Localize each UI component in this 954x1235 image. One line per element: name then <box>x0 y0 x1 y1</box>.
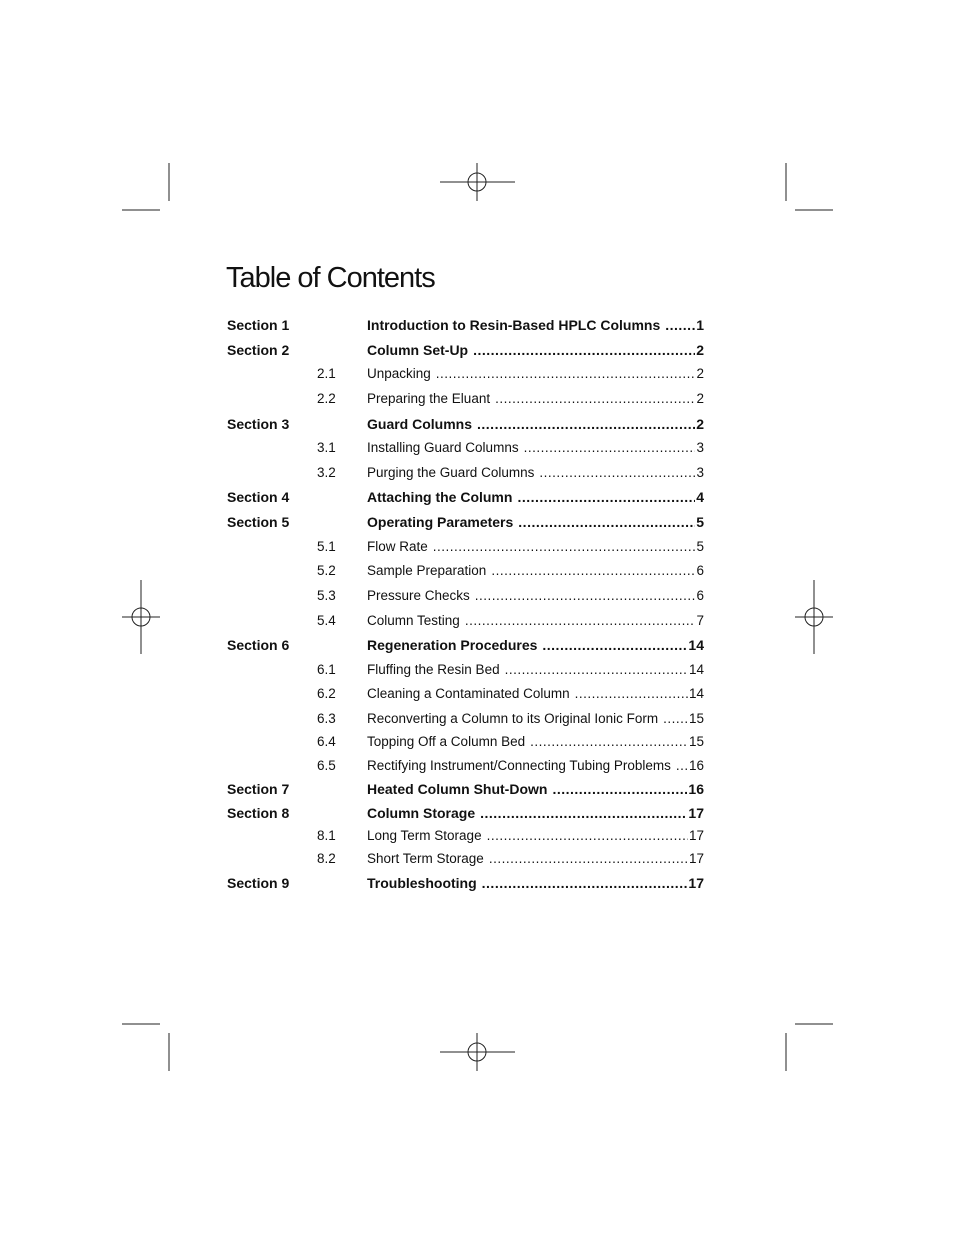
toc-entry-title: Heated Column Shut-Down <box>367 781 548 797</box>
toc-dot-leader <box>480 802 687 824</box>
toc-subsection-number: 6.4 <box>317 734 336 749</box>
toc-subsection-number: 6.3 <box>317 711 336 726</box>
toc-entry-line <box>367 462 704 484</box>
toc-dot-leader <box>552 778 687 800</box>
toc-entry[interactable] <box>0 413 954 435</box>
toc-entry[interactable] <box>0 462 954 484</box>
toc-page-number: 14 <box>688 662 704 677</box>
toc-subsection-number: 3.1 <box>317 440 336 455</box>
toc-section-label: Section 1 <box>227 317 290 333</box>
toc-entry-title: Cleaning a Contaminated Column <box>367 686 570 701</box>
toc-page-number: 14 <box>688 686 704 701</box>
toc-subsection-number: 6.5 <box>317 758 336 773</box>
toc-page-number: 2 <box>696 416 704 432</box>
toc-entry-line <box>367 872 704 894</box>
toc-entry-line <box>367 659 704 681</box>
toc-section-label: Section 5 <box>227 514 290 530</box>
toc-entry-line <box>367 560 704 582</box>
toc-entry-title: Flow Rate <box>367 539 428 554</box>
toc-dot-leader <box>477 413 695 435</box>
toc-entry-line <box>367 437 704 459</box>
toc-page-number: 17 <box>688 805 704 821</box>
toc-entry[interactable] <box>0 825 954 847</box>
toc-section-label: Section 4 <box>227 489 290 505</box>
toc-entry[interactable] <box>0 339 954 361</box>
toc-entry-title: Topping Off a Column Bed <box>367 734 526 749</box>
toc-subsection-number: 8.1 <box>317 828 336 843</box>
toc-entry[interactable] <box>0 634 954 656</box>
toc-entry-title: Unpacking <box>367 366 431 381</box>
toc-entry-line <box>367 825 704 847</box>
toc-section-label: Section 9 <box>227 875 290 891</box>
toc-entry[interactable] <box>0 848 954 870</box>
toc-page-number: 2 <box>696 342 704 358</box>
toc-dot-leader <box>433 536 696 558</box>
toc-subsection-number: 6.2 <box>317 686 336 701</box>
toc-entry[interactable] <box>0 388 954 410</box>
toc-entry[interactable] <box>0 659 954 681</box>
toc-entry-title: Column Set-Up <box>367 342 469 358</box>
toc-section-label: Section 3 <box>227 416 290 432</box>
toc-entry-line <box>367 708 704 730</box>
toc-subsection-number: 3.2 <box>317 465 336 480</box>
toc-subsection-number: 2.2 <box>317 391 336 406</box>
toc-page-number: 7 <box>696 613 704 628</box>
toc-page-number: 6 <box>696 563 704 578</box>
toc-subsection-number: 5.3 <box>317 588 336 603</box>
toc-entry-line <box>367 755 704 777</box>
toc-entry[interactable] <box>0 536 954 558</box>
toc-entry-line <box>367 511 704 533</box>
toc-dot-leader <box>530 731 688 753</box>
toc-entry[interactable] <box>0 731 954 753</box>
toc-entry-line <box>367 314 704 336</box>
toc-dot-leader <box>524 437 696 459</box>
toc-page-number: 5 <box>696 514 704 530</box>
toc-page-number: 15 <box>688 711 704 726</box>
toc-page-number: 6 <box>696 588 704 603</box>
toc-entry[interactable] <box>0 778 954 800</box>
toc-entry-title: Purging the Guard Columns <box>367 465 535 480</box>
toc-page-number: 16 <box>688 781 704 797</box>
toc-entry-title: Long Term Storage <box>367 828 482 843</box>
toc-entry-line <box>367 778 704 800</box>
toc-dot-leader <box>487 825 688 847</box>
toc-dot-leader <box>491 560 695 582</box>
toc-entry-title: Pressure Checks <box>367 588 470 603</box>
toc-entry-title: Column Testing <box>367 613 460 628</box>
toc-entry-title: Preparing the Eluant <box>367 391 491 406</box>
toc-section-label: Section 7 <box>227 781 290 797</box>
toc-page-number: 16 <box>688 758 704 773</box>
toc-entry-title: Introduction to Resin-Based HPLC Columns <box>367 317 661 333</box>
toc-subsection-number: 6.1 <box>317 662 336 677</box>
toc-entry[interactable] <box>0 872 954 894</box>
toc-entry[interactable] <box>0 585 954 607</box>
toc-dot-leader <box>575 683 688 705</box>
toc-dot-leader <box>495 388 695 410</box>
toc-dot-leader <box>663 708 688 730</box>
toc-entry-title: Fluffing the Resin Bed <box>367 662 500 677</box>
toc-page-number: 5 <box>696 539 704 554</box>
toc-page-number: 15 <box>688 734 704 749</box>
toc-entry[interactable] <box>0 437 954 459</box>
toc-entry[interactable] <box>0 610 954 632</box>
toc-page-number: 3 <box>696 465 704 480</box>
toc-entry-title: Short Term Storage <box>367 851 484 866</box>
toc-entry-title: Reconverting a Column to its Original Ionic Form <box>367 711 659 726</box>
toc-section-label: Section 8 <box>227 805 290 821</box>
toc-entry-title: Rectifying Instrument/Connecting Tubing Problems <box>367 758 671 773</box>
toc-entry-line <box>367 363 704 385</box>
toc-entry-line <box>367 610 704 632</box>
toc-dot-leader <box>676 755 688 777</box>
toc-subsection-number: 8.2 <box>317 851 336 866</box>
toc-section-label: Section 2 <box>227 342 290 358</box>
toc-dot-leader <box>482 872 688 894</box>
toc-entry-line <box>367 802 704 824</box>
toc-page-number: 1 <box>696 317 704 333</box>
toc-subsection-number: 5.4 <box>317 613 336 628</box>
toc-page-number: 2 <box>696 391 704 406</box>
toc-entry-line <box>367 683 704 705</box>
toc-entry-line <box>367 486 704 508</box>
toc-entry-title: Column Storage <box>367 805 476 821</box>
toc-entry-line <box>367 388 704 410</box>
toc-entry-title: Regeneration Procedures <box>367 637 538 653</box>
toc-page-number: 17 <box>688 851 704 866</box>
toc-section-label: Section 6 <box>227 637 290 653</box>
toc-dot-leader <box>465 610 696 632</box>
toc-entry[interactable] <box>0 486 954 508</box>
toc-entry-line <box>367 413 704 435</box>
toc-dot-leader <box>542 634 687 656</box>
toc-entry-title: Installing Guard Columns <box>367 440 519 455</box>
toc-page-number: 17 <box>688 828 704 843</box>
toc-entry-line <box>367 634 704 656</box>
toc-entry[interactable] <box>0 363 954 385</box>
toc-entry[interactable] <box>0 708 954 730</box>
toc-entry-title: Troubleshooting <box>367 875 477 891</box>
toc-entry[interactable] <box>0 560 954 582</box>
toc-dot-leader <box>539 462 695 484</box>
toc-page-number: 3 <box>696 440 704 455</box>
toc-dot-leader <box>475 585 696 607</box>
toc-entry-line <box>367 848 704 870</box>
toc-entry[interactable] <box>0 683 954 705</box>
toc-entry-line <box>367 339 704 361</box>
toc-entry-line <box>367 731 704 753</box>
toc-dot-leader <box>517 486 695 508</box>
toc-entry[interactable] <box>0 314 954 336</box>
toc-entry-title: Attaching the Column <box>367 489 513 505</box>
toc-subsection-number: 5.1 <box>317 539 336 554</box>
toc-entry-title: Operating Parameters <box>367 514 514 530</box>
toc-dot-leader <box>436 363 696 385</box>
toc-dot-leader <box>505 659 688 681</box>
toc-entry[interactable] <box>0 755 954 777</box>
toc-subsection-number: 2.1 <box>317 366 336 381</box>
toc-entry-line <box>367 536 704 558</box>
toc-page-number: 14 <box>688 637 704 653</box>
toc-dot-leader <box>489 848 688 870</box>
toc-dot-leader <box>518 511 695 533</box>
page-title: Table of Contents <box>226 262 435 294</box>
toc-dot-leader <box>473 339 695 361</box>
toc-page-number: 2 <box>696 366 704 381</box>
toc-entry-title: Sample Preparation <box>367 563 487 578</box>
toc-page-number: 17 <box>688 875 704 891</box>
toc-entry[interactable] <box>0 511 954 533</box>
toc-entry[interactable] <box>0 802 954 824</box>
toc-page-number: 4 <box>696 489 704 505</box>
toc-entry-line <box>367 585 704 607</box>
toc-entry-title: Guard Columns <box>367 416 473 432</box>
toc-subsection-number: 5.2 <box>317 563 336 578</box>
toc-dot-leader <box>665 314 695 336</box>
